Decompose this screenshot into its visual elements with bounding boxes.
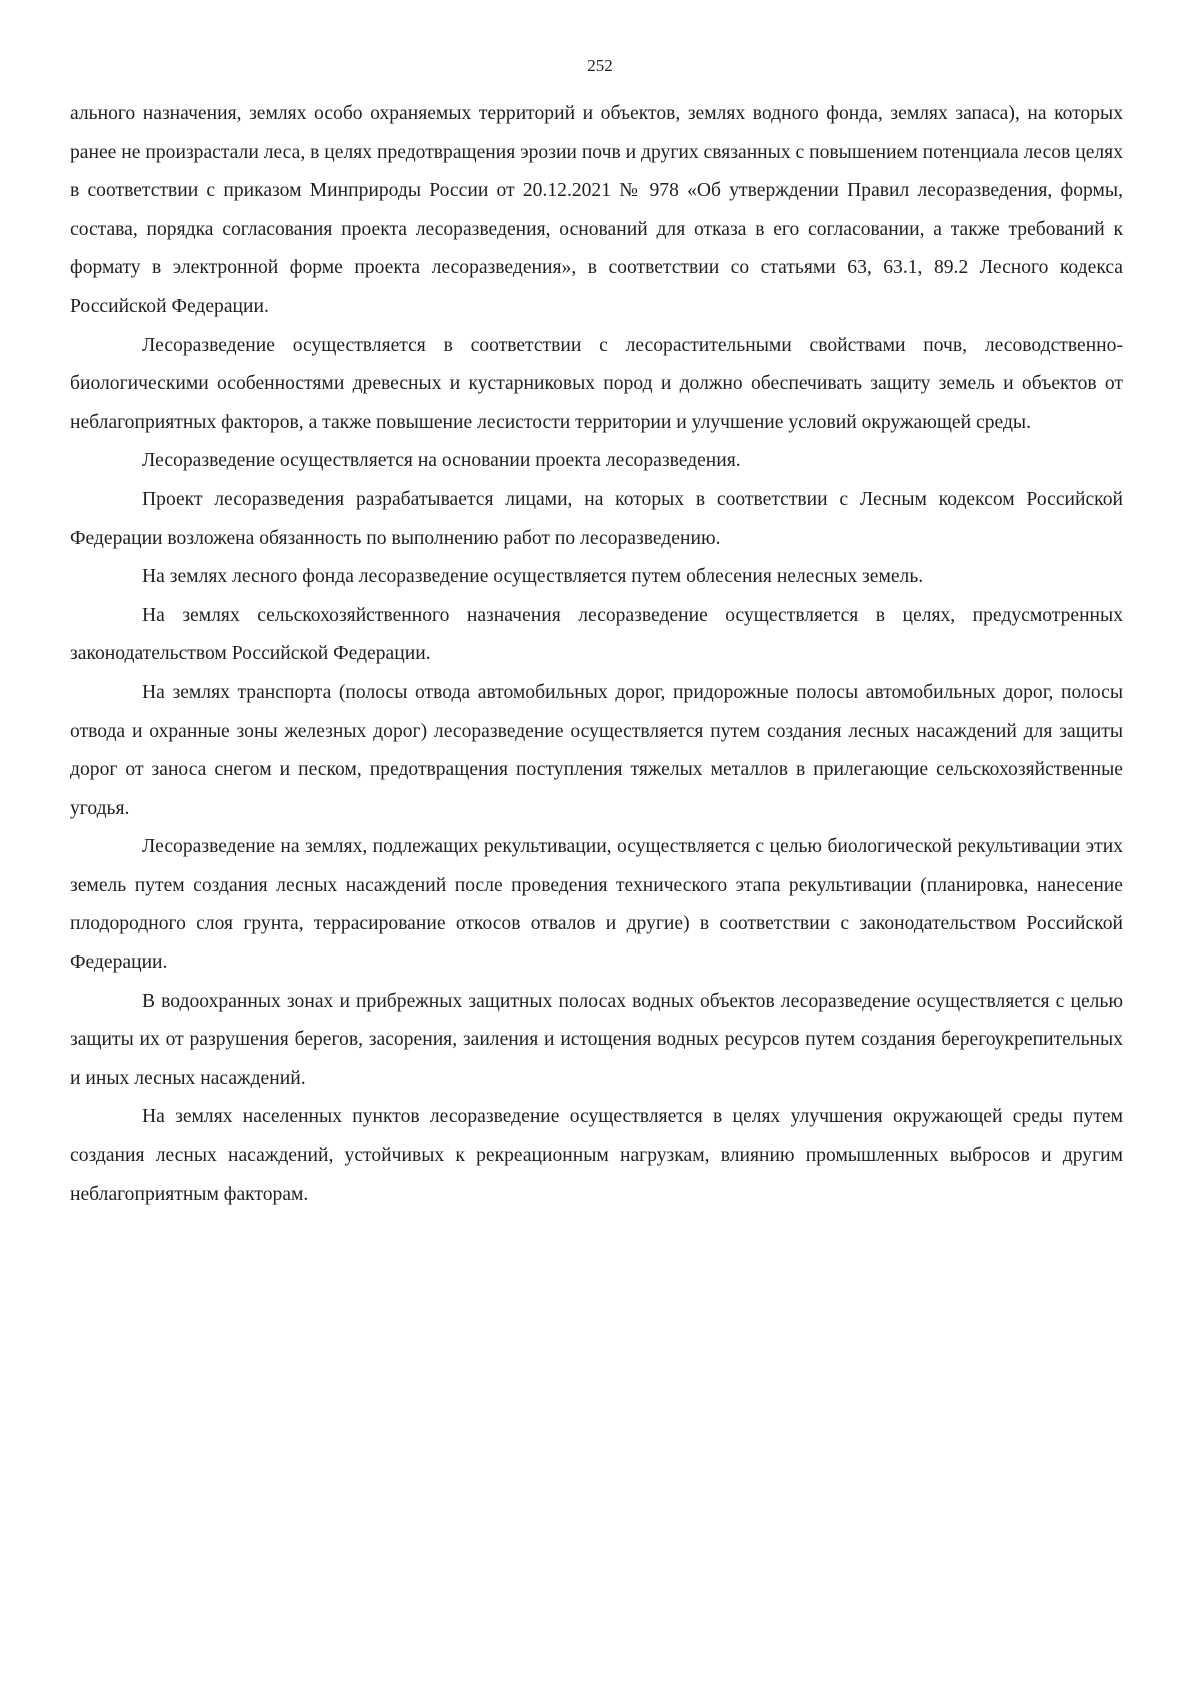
paragraph: Лесоразведение осуществляется в соответствии с лесорастительными свойствами почв, лесоводственно-биологическими особенностями древесных и кустарниковых пород и должно обеспечивать защиту земель и объектов от неблагоприятных факторов, а также повышение лесистости территории и улучшение условий окружающей среды.: [70, 334, 1123, 433]
paragraph: На землях лесного фонда лесоразведение осуществляется путем облесения нелесных земель.: [142, 566, 924, 588]
paragraph: На землях транспорта (полосы отвода автомобильных дорог, придорожные полосы автомобильных дорог, полосы отвода и охранные зоны железных дорог) лесоразведение осуществляется путем создания лесных насаждений для защиты дорог от заноса снегом и песком, предотвращения поступления тяжелых металлов в прилегающие сельскохозяйственные угодья.: [70, 681, 1123, 819]
paragraph: В водоохранных зонах и прибрежных защитных полосах водных объектов лесоразведение осуществляется с целью защиты их от разрушения берегов, засорения, заиления и истощения водных ресурсов путем создания берегоукрепительных и иных лесных насаждений.: [70, 990, 1123, 1089]
paragraph-continuation: ального назначения, землях особо охраняемых территорий и объектов, землях водного фонда, землях запаса), на которых ранее не произрастали леса, в целях предотвращения эрозии почв и других связанных с повышением потенциала лесов целях в соответствии с приказом Минприроды России от 20.12.2021 № 978 «Об утверждении Правил лесоразведения, формы, состава, порядка согласования проекта лесоразведения, оснований для отказа в его согласовании, а также требований к формату в электронной форме проекта лесоразведения», в соответствии со статьями 63, 63.1, 89.2 Лесного кодекса Российской Федерации.: [70, 103, 1123, 317]
paragraph: На землях сельскохозяйственного назначения лесоразведение осуществляется в целях, предусмотренных законодательством Российской Федерации.: [70, 604, 1123, 665]
paragraph: Лесоразведение осуществляется на основании проекта лесоразведения.: [142, 450, 741, 472]
paragraph: Проект лесоразведения разрабатывается лицами, на которых в соответствии с Лесным кодексом Российской Федерации возложена обязанность по выполнению работ по лесоразведению.: [70, 488, 1123, 549]
paragraph: На землях населенных пунктов лесоразведение осуществляется в целях улучшения окружающей среды путем создания лесных насаждений, устойчивых к рекреационным нагрузкам, влиянию промышленных выбросов и другим неблагоприятным факторам.: [70, 1106, 1123, 1205]
page-number: 252: [587, 56, 613, 75]
page-body: [70, 95, 1123, 1214]
paragraph: Лесоразведение на землях, подлежащих рекультивации, осуществляется с целью биологической рекультивации этих земель путем создания лесных насаждений после проведения технического этапа рекультивации (планировка, нанесение плодородного слоя грунта, террасирование откосов отвалов и другие) в соответствии с законодательством Российской Федерации.: [70, 836, 1123, 974]
